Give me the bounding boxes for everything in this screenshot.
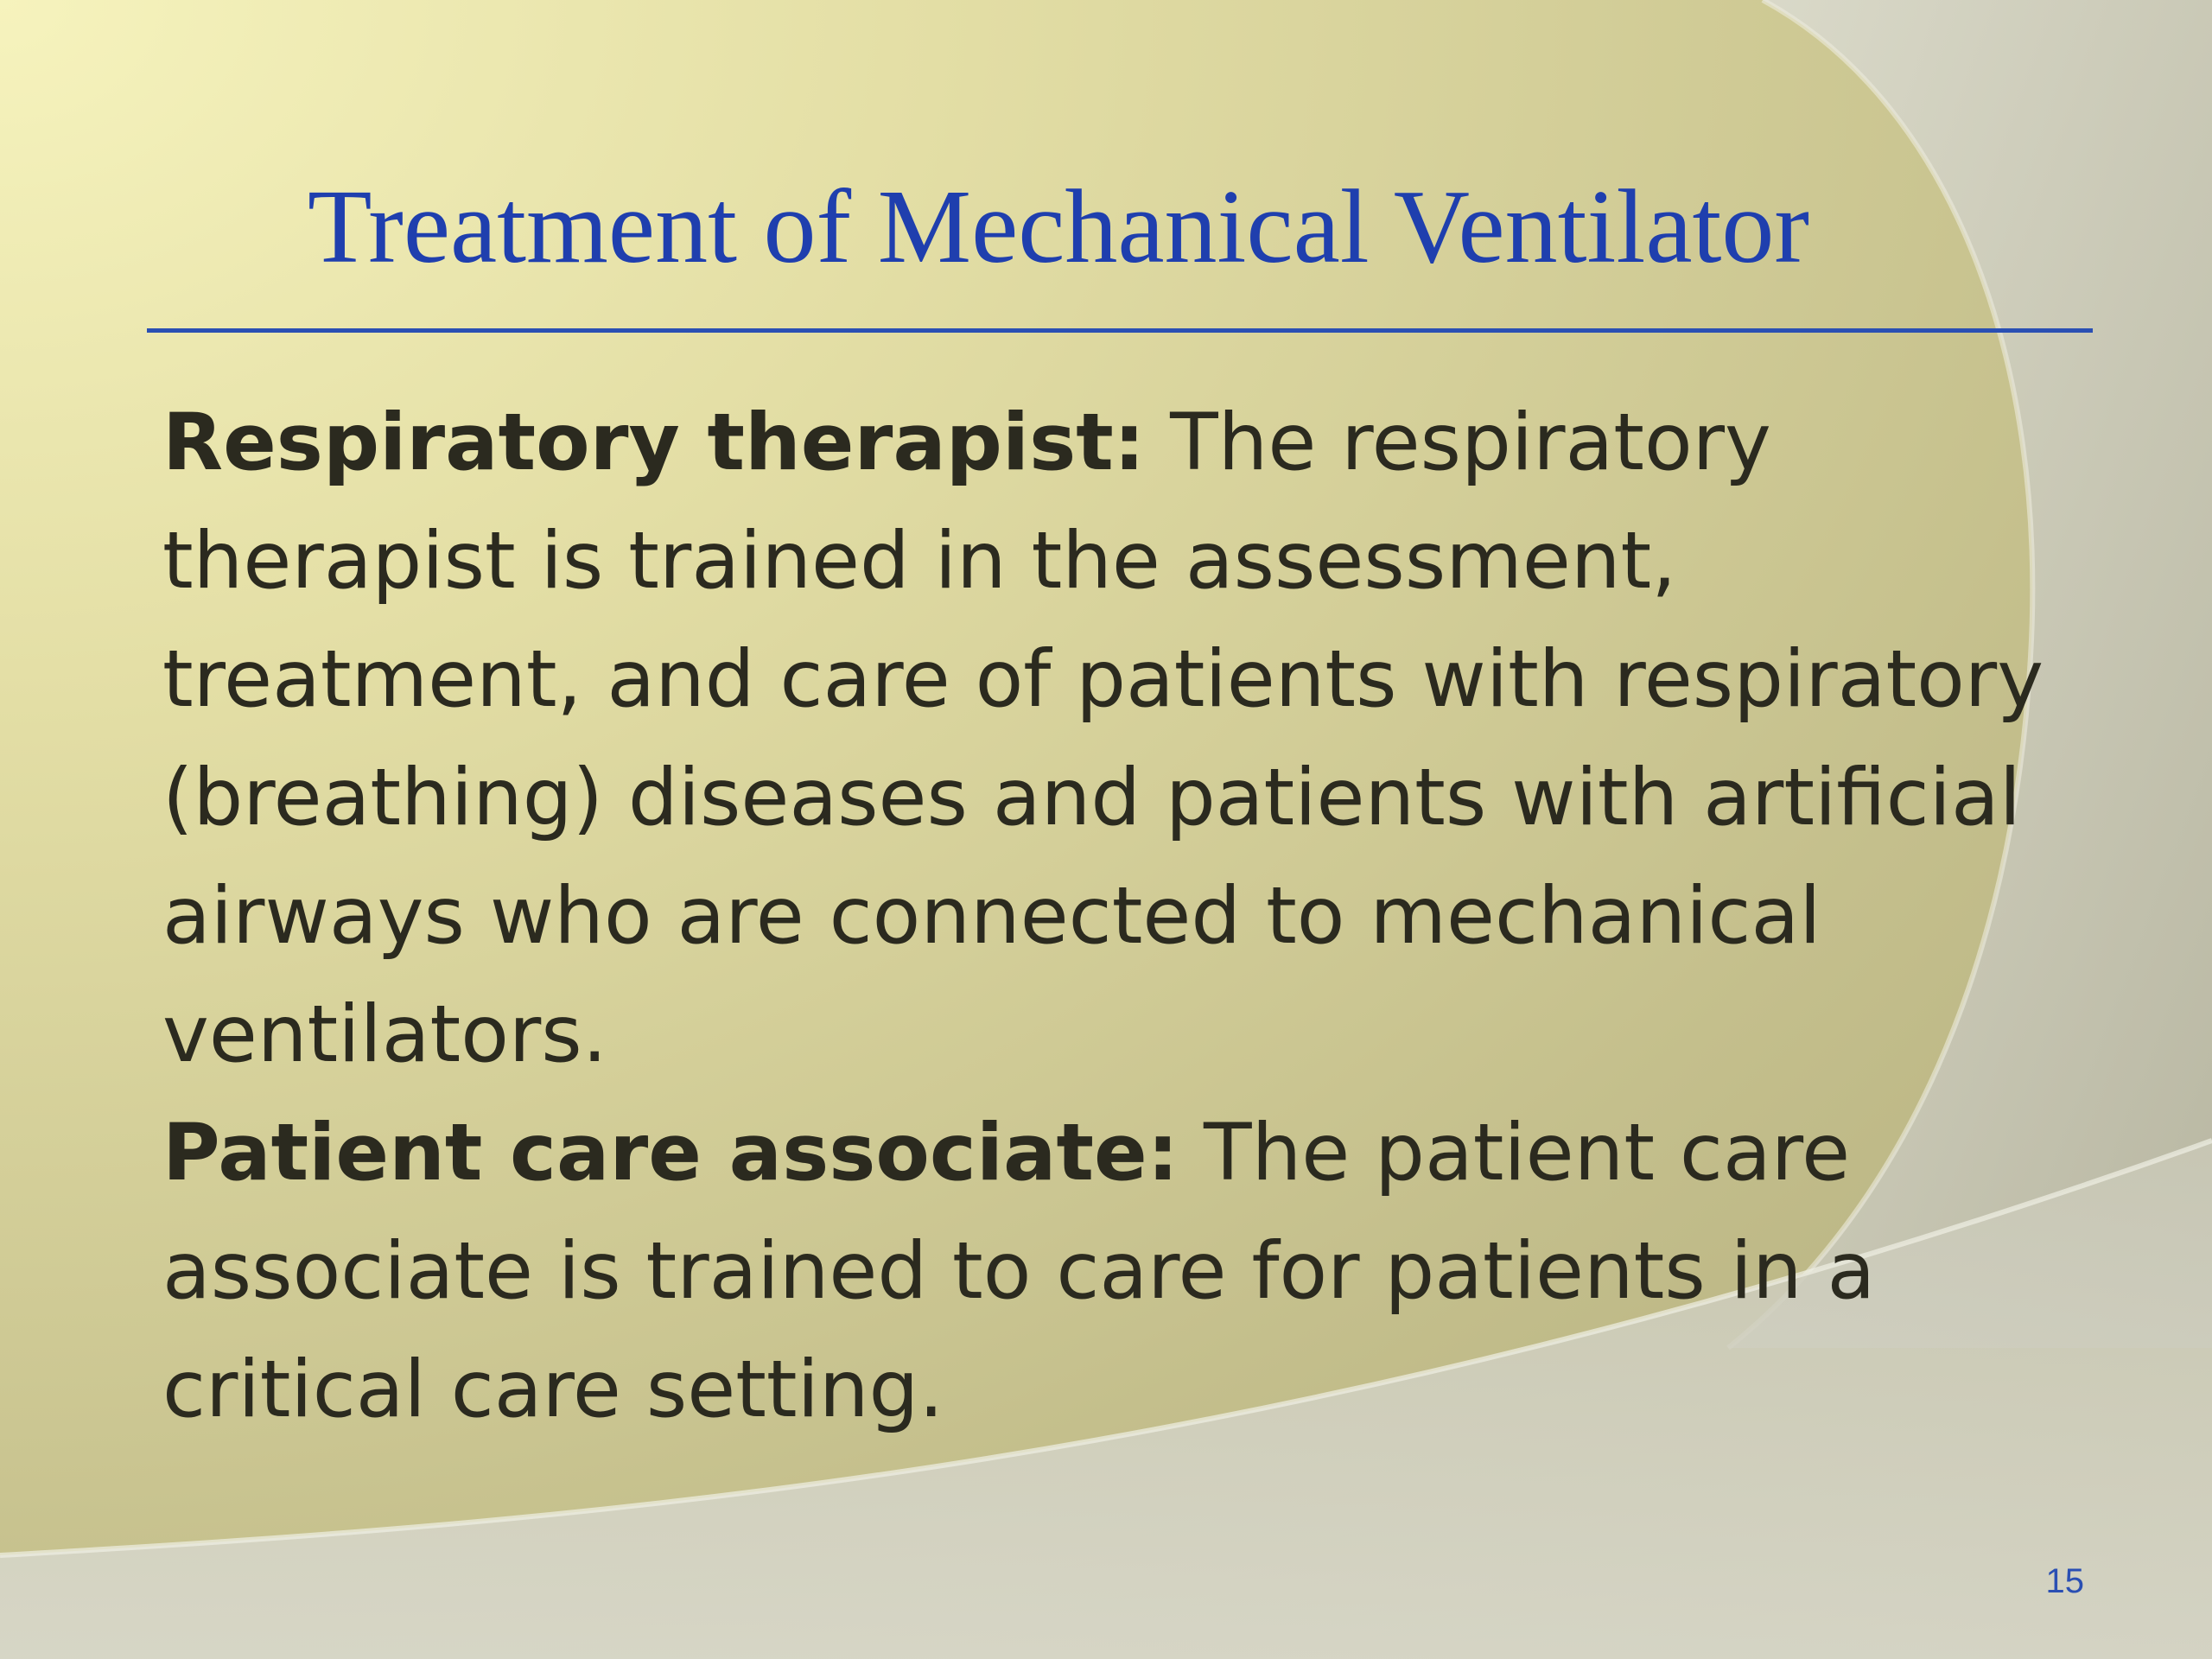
paragraph-respiratory-therapist bbox=[162, 384, 2115, 1094]
page-number: 15 bbox=[2045, 1562, 2084, 1600]
slide-body bbox=[162, 384, 2115, 1449]
description-patient-care-associate: The patient care associate is trained to care for patients in a critical care setting. bbox=[162, 1108, 1876, 1435]
paragraph-patient-care-associate bbox=[162, 1094, 2115, 1449]
term-respiratory-therapist: Respiratory therapist: bbox=[162, 397, 1146, 488]
term-patient-care-associate: Patient care associate: bbox=[162, 1108, 1179, 1198]
slide-title: Treatment of Mechanical Ventilator bbox=[307, 168, 1810, 285]
description-respiratory-therapist: The respiratory therapist is trained in the assessment, treatment, and care of patients with respiratory (breathing) diseases and patients with artificial airways who are connected to mechanical ventilators. bbox=[162, 397, 2044, 1080]
title-underline bbox=[147, 328, 2093, 333]
